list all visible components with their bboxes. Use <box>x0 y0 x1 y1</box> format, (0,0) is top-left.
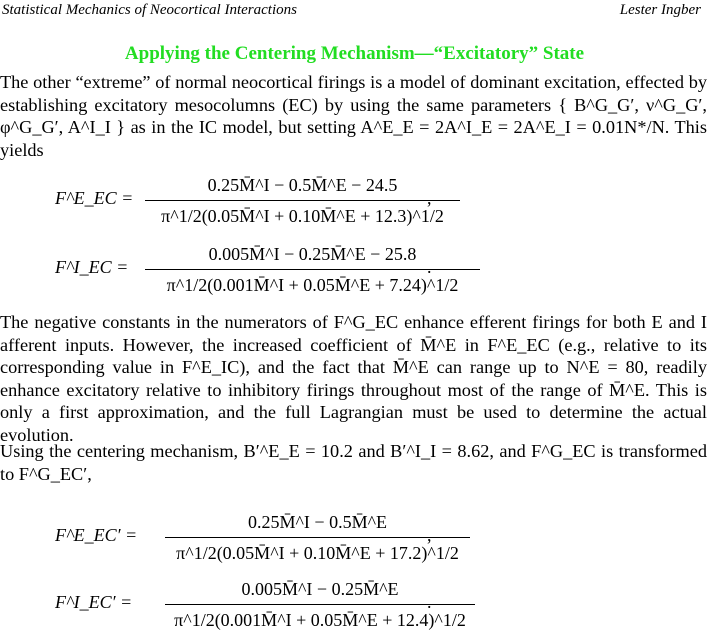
equation-denominator: π^1/2(0.001M̄^I + 0.05M̄^E + 12.4)^1/2 <box>174 610 466 630</box>
section-title: Applying the Centering Mechanism—“Excitatory” State <box>124 43 585 64</box>
equation-punct: , <box>427 188 432 208</box>
equation-denominator: π^1/2(0.001M̄^I + 0.05M̄^E + 7.24)^1/2 <box>166 275 459 295</box>
equation-2 <box>55 240 459 310</box>
equation-lhs: F^E_EC = <box>55 188 134 208</box>
header-author: Lester Ingber <box>619 2 701 18</box>
equation-lhs: F^I_EC′ = <box>55 592 133 612</box>
equation-numerator: 0.005M̄^I − 0.25M̄^E <box>241 579 399 599</box>
equation-lhs: F^E_EC′ = <box>55 525 138 545</box>
fraction-bar <box>145 200 460 201</box>
equation-punct: . <box>427 592 432 612</box>
equation-fraction <box>145 175 460 235</box>
equation-numerator: 0.25M̄^I − 0.5M̄^E − 24.5 <box>207 175 398 195</box>
equation-numerator: 0.005M̄^I − 0.25M̄^E − 25.8 <box>208 244 417 264</box>
equation-denominator: π^1/2(0.05M̄^I + 0.10M̄^E + 12.3)^1/2 <box>161 206 444 226</box>
header-title: Statistical Mechanics of Neocortical Interactions <box>2 2 297 18</box>
equation-lhs: F^I_EC = <box>55 257 129 277</box>
equation-numerator: 0.25M̄^I − 0.5M̄^E <box>247 512 388 532</box>
paragraph-3: Using the centering mechanism, B′^E_E = 10.2 and B′^I_I = 8.62, and F^G_EC is transformed to F^G_EC′, <box>0 441 707 484</box>
equation-denominator: π^1/2(0.05M̄^I + 0.10M̄^E + 17.2)^1/2 <box>176 543 459 563</box>
equation-1 <box>55 171 455 241</box>
equation-punct: , <box>427 525 432 545</box>
fraction-bar <box>165 537 470 538</box>
paragraph-2: The negative constants in the numerators of F^G_EC enhance efferent firings for both E and I afferent inputs. However, the increased coefficient of M̄^E in F^E_EC (e.g., relative to its corresponding value in F^E_IC), and the fact that M̄^E can range up to N^E = 80, readily enhance excitatory relative to inhibitory firings throughout most of the range of M̄^E. This is only a first approximation, and the full Lagrangian must be used to determine the actual evolution. <box>0 312 707 445</box>
equation-punct: . <box>427 257 432 277</box>
paragraph-1: The other “extreme” of normal neocortical firings is a model of dominant excitation, effected by establishing excitatory mesocolumns (EC) by using the same parameters { B^G_G′, ν^G_G′, φ^G_G′, A^I_I } as in the IC model, but setting A^E_E = 2A^I_E = 2A^E_I = 0.01N*/N. This yields <box>0 72 707 160</box>
equation-4 <box>55 575 466 641</box>
equation-3 <box>55 508 459 578</box>
running-header <box>0 0 709 20</box>
equation-fraction <box>165 512 470 572</box>
